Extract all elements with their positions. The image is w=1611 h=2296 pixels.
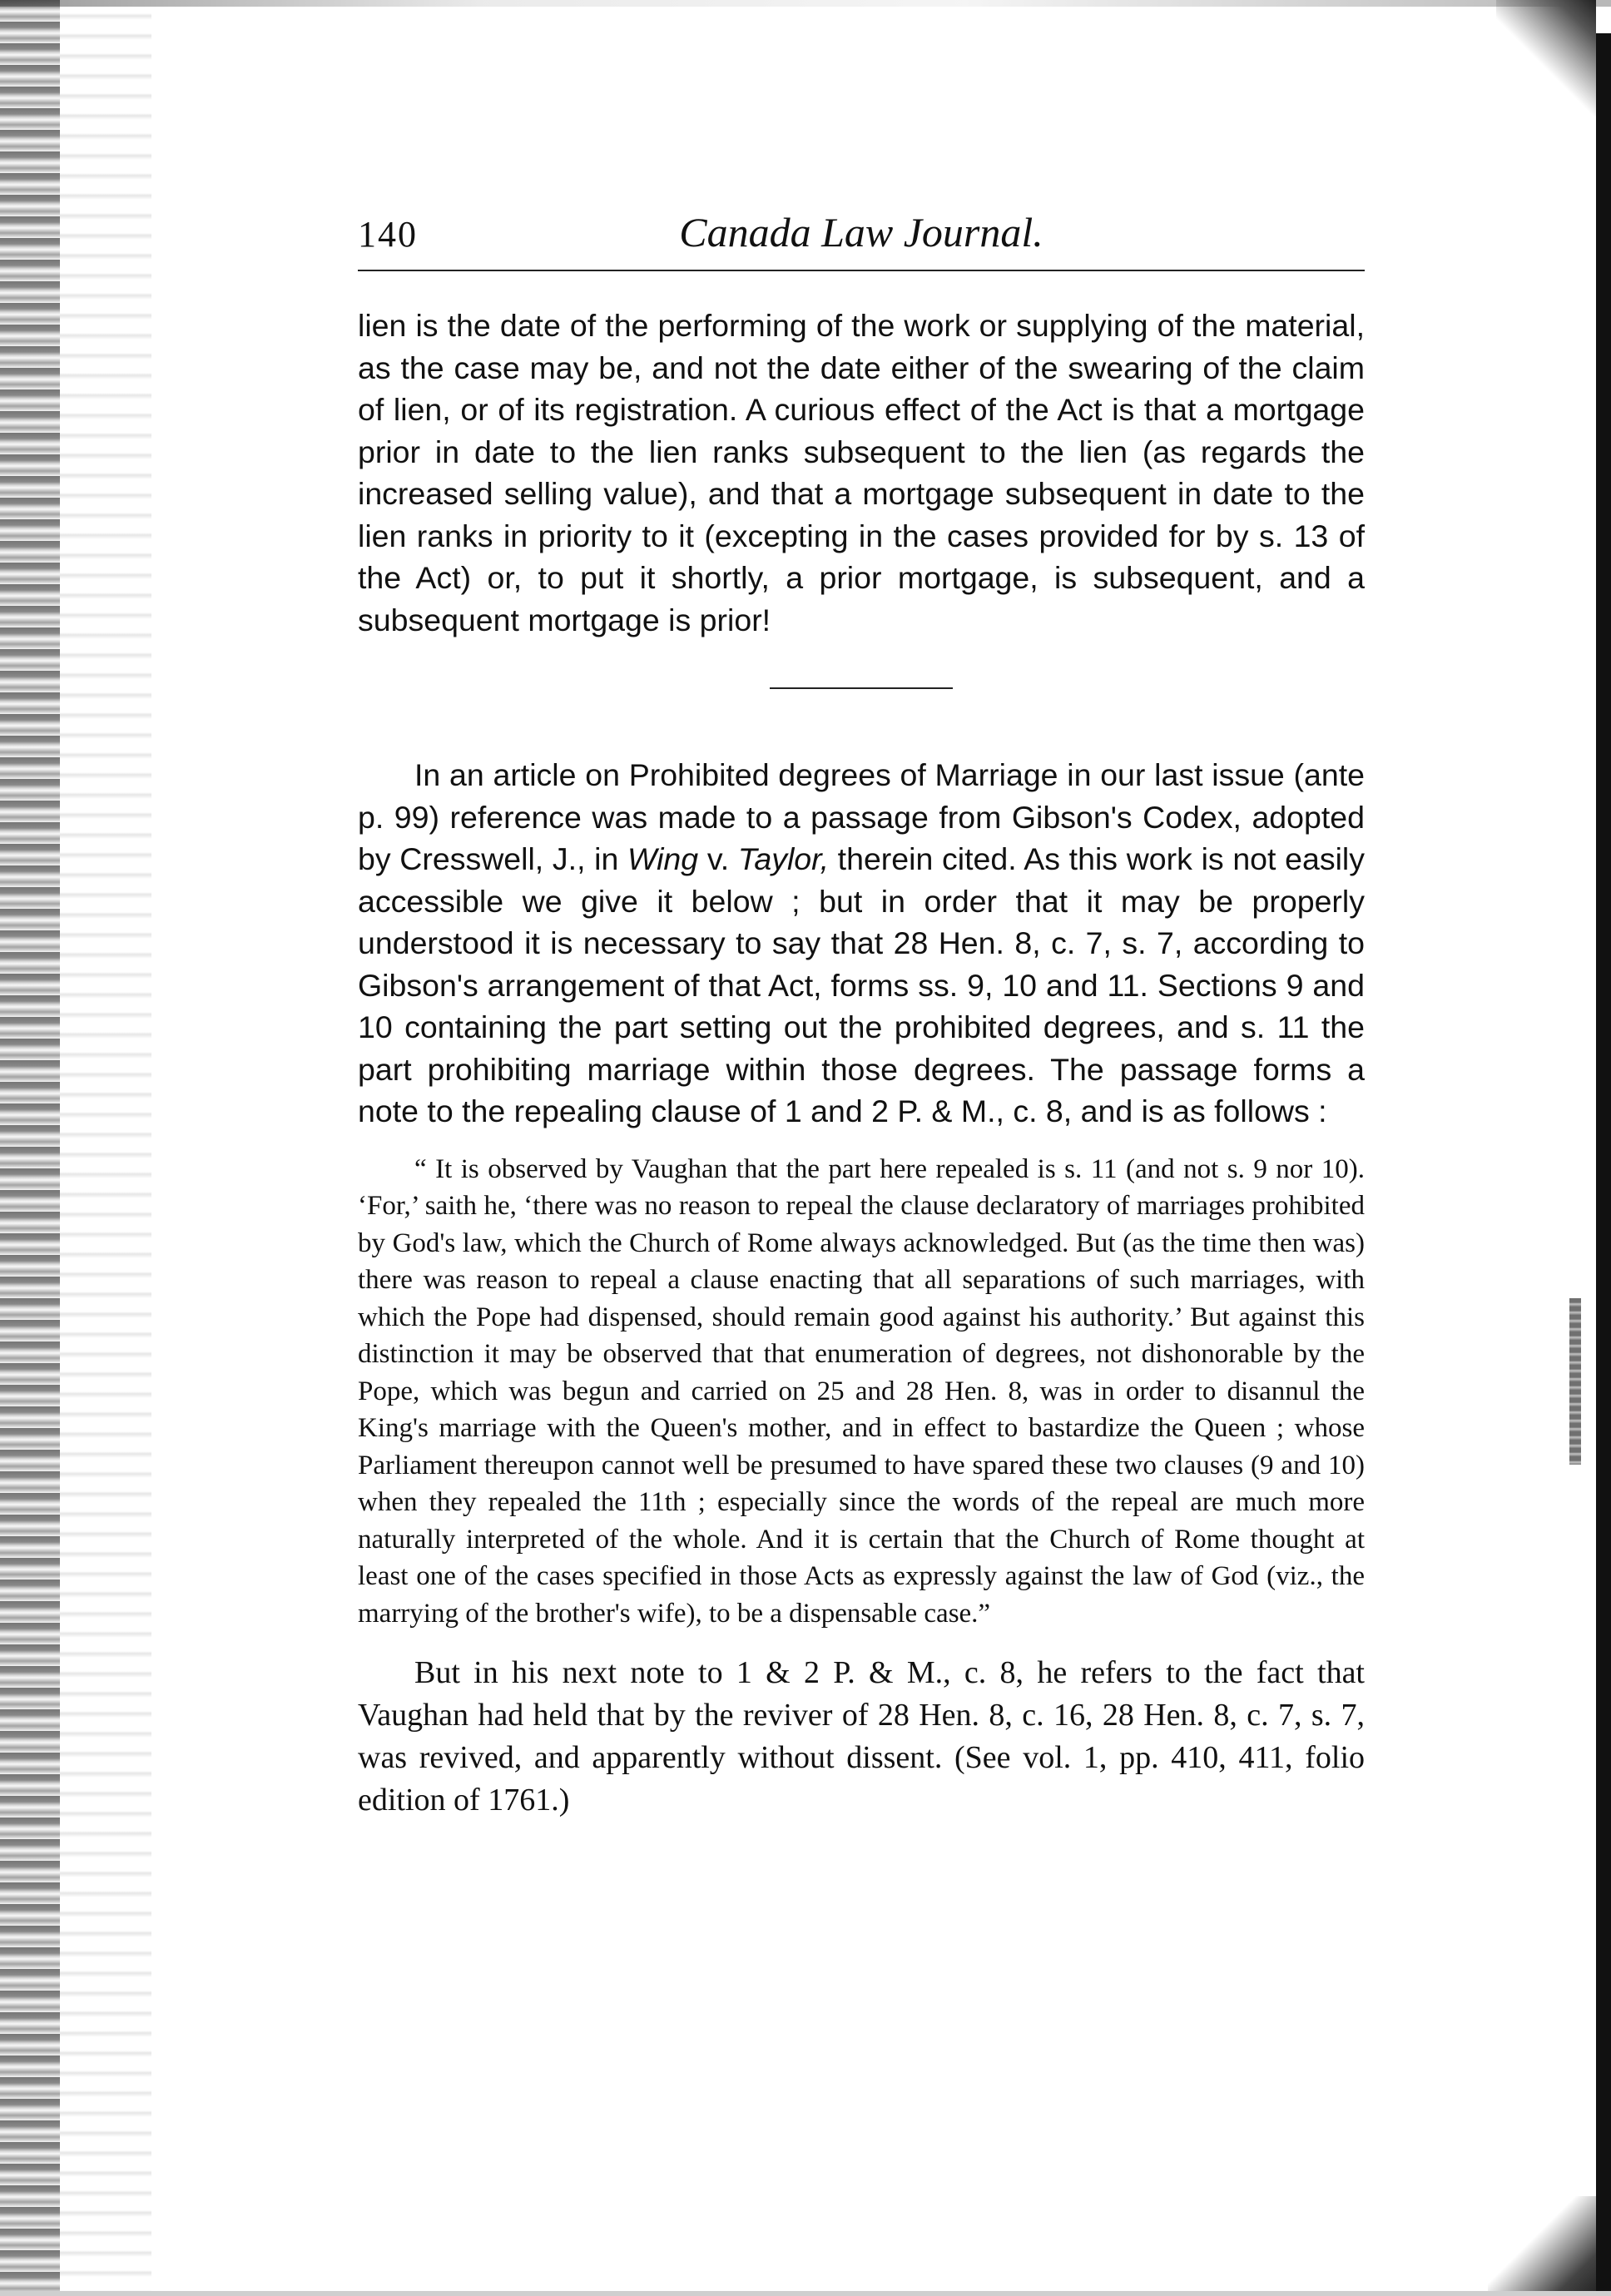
scan-right-mark: [1569, 1298, 1581, 1465]
case-name-taylor: Taylor,: [737, 841, 829, 876]
paragraph-text: therein cited. As this work is not easily accessible we give it below ; but in order that it may be properly understood it is necessary to say that 28 Hen. 8, c. 7, s. 7, according to Gibson's arrangement of that Act, forms ss. 9, 10 and 11. Sections 9 and 10 containing the part setting out the prohibited degrees, and s. 11 the part prohibiting marriage within those degrees. The passage forms a note to the repealing clause of 1 and 2 P. & M., c. 8, and is as follows :: [358, 841, 1366, 1128]
running-head: [358, 208, 1365, 261]
scan-left-edge: [0, 0, 60, 2296]
header-rule: [358, 270, 1365, 271]
scan-bottom-edge: [0, 2291, 1611, 2296]
journal-page: [358, 208, 1365, 1822]
paragraph-lien: lien is the date of the performing of the work or supplying of the material, as the case may be, and not the date either of the swearing of the claim of lien, or of its registration. A curious effect of the Act is that a mortgage prior in date to the lien ranks subsequent to the lien (as regards the increased selling value), and that a mortgage subsequent in date to the lien ranks in priority to it (excepting in the cases provided for by s. 13 of the Act) or, to put it shortly, a prior mortgage, is subsequent, and a subsequent mortgage is prior!: [358, 308, 1365, 637]
scan-right-edge: [1596, 33, 1611, 2296]
scan-top-edge: [0, 0, 1611, 7]
paragraph-next-note: But in his next note to 1 & 2 P. & M., c. 8, he refers to the fact that Vaughan had held that by the reviver of 28 Hen. 8, c. 16, 28 Hen. 8, c. 7, s. 7, was revived, and apparently without dissent. (See vol. 1, pp. 410, 411, folio edition of 1761.): [358, 1655, 1365, 1817]
paragraph-text: v.: [698, 841, 738, 876]
section-divider: [770, 687, 953, 689]
scan-left-shadow: [60, 0, 151, 2296]
journal-title: Canada Law Journal.: [679, 209, 1043, 255]
page-number: 140: [358, 214, 418, 255]
paragraph-text: In an article on Prohibited degrees of Marriage in our last issue (ante p. 99) reference was made to a passage from Gibson's Codex, adopted by Cresswell, J., in: [358, 757, 1365, 876]
scan-top-right-corner: [1496, 0, 1596, 117]
paragraph-prohibited-degrees: [358, 754, 1365, 1133]
quoted-passage: “ It is observed by Vaughan that the part here repealed is s. 11 (and not s. 9 nor 10). ‘For,’ saith he, ‘there was no reason to repeal the clause declaratory of marriages prohibited by God's law, which the Church of Rome always acknowledged. But (as the time then was) there was reason to repeal a clause enacting that all separations of such marriages, with which the Pope had dispensed, should remain good against his authority.’ But against this distinction it may be observed that that enumeration of degrees, not dishonorable by the Pope, which was begun and carried on 25 and 28 Hen. 8, was in order to disannul the King's marriage with the Queen's mother, and in effect to bastardize the Queen ; whose Parliament thereupon cannot well be presumed to have spared these two clauses (9 and 10) when they repealed the 11th ; especially since the words of the repeal are much more naturally interpreted of the whole. And it is certain that the Church of Rome thought at least one of the cases specified in those Acts as expressly against the law of God (viz., the marrying of the brother's wife), to be a dispensable case.”: [358, 1153, 1365, 1629]
case-name-wing: Wing: [627, 841, 699, 876]
scan-bottom-right-corner: [1488, 2196, 1596, 2296]
